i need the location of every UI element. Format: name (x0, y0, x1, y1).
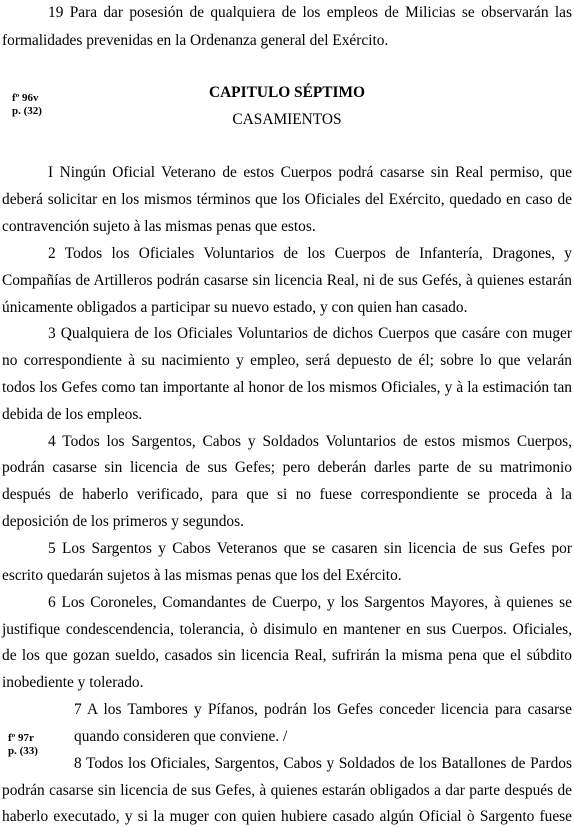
text-line: contravención sujeto à las mismas penas que estos. (2, 218, 316, 235)
text-line: 7 A los Tambores y Pífanos, podrán los Gefes conceder licencia para casarse (74, 701, 572, 718)
text-line: justifique condescendencia, tolerancia, ò disimulo en mantener en sus Cuerpos. Oficiales, (2, 621, 572, 638)
text-line: 5 Los Sargentos y Cabos Veteranos que se casaren sin licencia de sus Gefes por (48, 540, 572, 557)
text-line: deposición de los primeros y segundos. (2, 513, 244, 530)
margin-note-folio: fº 97r (8, 732, 34, 744)
text-line: inobediente y tolerado. (2, 674, 144, 691)
text-line: podrán casarse sin licencia de sus Gefes; pero deberán darles parte de su matrimonio (2, 459, 572, 476)
text-line: 6 Los Coroneles, Comandantes de Cuerpo, y los Sargentos Mayores, à quienes se (48, 594, 572, 611)
text-line: formalidades prevenidas en la Ordenanza general del Exército. (2, 32, 389, 49)
chapter-title: CAPITULO SÉPTIMO (208, 84, 366, 101)
margin-note-page: p. (33) (8, 745, 38, 757)
margin-note-folio: fº 96v (12, 92, 39, 104)
text-line: 4 Todos los Sargentos, Cabos y Soldados Voluntarios de estos mismos Cuerpos, (48, 433, 572, 450)
chapter-subtitle: CASAMIENTOS (232, 111, 342, 128)
margin-note-page: p. (32) (12, 105, 42, 117)
text-line: después de haberlo verificado, para que si no fuese correspondiente se proceda à la (2, 486, 572, 503)
text-line: debida de los empleos. (2, 406, 143, 423)
text-line: no correspondiente à su nacimiento y empleo, será depuesto de él; sobre lo que velarán (2, 352, 572, 369)
text-line: escrito quedarán sujetos à las mismas penas que los del Exército. (2, 567, 402, 584)
text-line: únicamente obligados a participar su nuevo estado, y con quien han casado. (2, 299, 468, 316)
text-line: 2 Todos los Oficiales Voluntarios de los Cuerpos de Infantería, Dragones, y (48, 245, 572, 262)
text-line: I Ningún Oficial Veterano de estos Cuerpos podrá casarse sin Real permiso, que (48, 164, 572, 181)
text-line: haberlo executado, y si la muger con quien hubiere casado algún Oficial ò Sargento fuese (2, 808, 572, 825)
text-line: 19 Para dar posesión de qualquiera de los empleos de Milicias se observarán las (48, 4, 572, 21)
text-line: podrán casarse sin licencia de sus Gefes, à quienes estarán obligados a dar parte después de (2, 782, 572, 799)
text-line: todos los Gefes como tan importante al honor de los mismos Oficiales, y à la estimación tan (2, 379, 572, 396)
text-line: 8 Todos los Oficiales, Sargentos, Cabos y Soldados de los Batallones de Pardos (74, 755, 572, 772)
text-line: de los que gozan sueldo, casados sin licencia Real, sufrirán la misma pena que el súbdito (2, 647, 572, 664)
text-line: Compañías de Artilleros podrán casarse sin licencia Real, ni de sus Gefés, à quienes estarán (2, 272, 572, 289)
text-line: deberá solicitar en los mismos términos que los Oficiales del Exército, quedado en caso de (2, 191, 572, 208)
margin-note-folio-97r (8, 732, 38, 758)
text-line: 3 Qualquiera de los Oficiales Voluntarios de dichos Cuerpos que casáre con muger (48, 325, 572, 342)
text-line: quando consideren que conviene. / (74, 728, 288, 745)
